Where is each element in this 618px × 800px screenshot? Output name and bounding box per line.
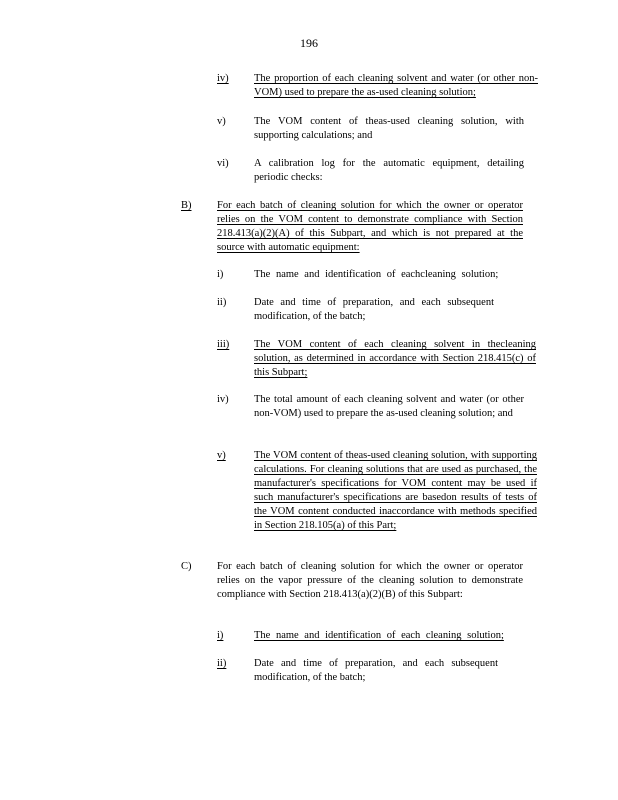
item-text: The total amount of each cleaning solvent and water (or other non-VOM) used to prepare the as-used cleaning solution; and — [254, 394, 524, 419]
page-number: 196 — [300, 36, 318, 50]
item-text: Date and time of preparation, and each subsequent modification, of the batch; — [254, 658, 498, 683]
item-label: i) — [217, 630, 224, 641]
item-label: vi) — [217, 158, 229, 169]
item-text: The proportion of each cleaning solvent and water (or other non-VOM) used to prepare the as-used cleaning solution; — [254, 73, 538, 98]
item-text: The VOM content of theas-used cleaning solution, with supporting calculations; and — [254, 116, 524, 141]
item-label: ii) — [217, 658, 227, 669]
section-label: C) — [181, 561, 192, 572]
section-text: For each batch of cleaning solution for which the owner or operator relies on the VOM content to demonstrate compliance with Section 218.413(a)(2)(A) of this Subpart, and which is not prepared at the source with automatic equipment: — [217, 200, 523, 253]
item-label: i) — [217, 269, 224, 280]
item-label: iv) — [217, 394, 229, 405]
section-label: B) — [181, 200, 192, 211]
item-text: The name and identification of eachcleaning solution; — [254, 269, 499, 280]
section-text: For each batch of cleaning solution for which the owner or operator relies on the vapor pressure of the cleaning solution to demonstrate compliance with Section 218.413(a)(2)(B) of this Subpart: — [217, 561, 523, 600]
item-text: The VOM content of each cleaning solvent in thecleaning solution, as determined in accordance with Section 218.415(c) of this Subpart; — [254, 339, 536, 378]
item-label: iv) — [217, 73, 229, 84]
item-text: The VOM content of theas-used cleaning solution, with supporting calculations. For cleaning solutions that are used as purchased, the manufacturer's specifications for VOM content may be used if such manufacturer's specifications are basedon results of tests of the VOM content conducted inaccordance with methods specified in Section 218.105(a) of this Part; — [254, 450, 537, 531]
item-text: Date and time of preparation, and each subsequent modification, of the batch; — [254, 297, 494, 322]
item-label: ii) — [217, 297, 227, 308]
item-text: The name and identification of each cleaning solution; — [254, 630, 504, 641]
item-text: A calibration log for the automatic equipment, detailing periodic checks: — [254, 158, 524, 183]
item-label: v) — [217, 450, 226, 461]
item-label: v) — [217, 116, 226, 127]
item-label: iii) — [217, 339, 230, 350]
